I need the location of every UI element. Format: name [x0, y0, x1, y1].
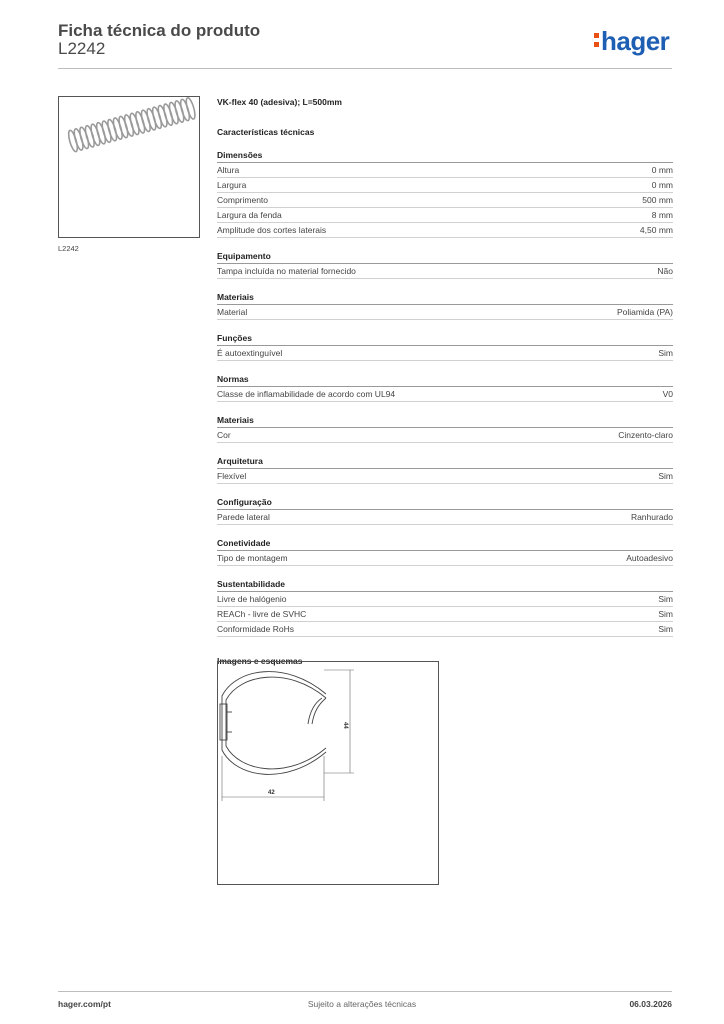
- spec-label: Classe de inflamabilidade de acordo com UL94: [217, 389, 396, 399]
- spec-row: [217, 193, 673, 208]
- spec-label: Cor: [217, 430, 231, 440]
- spec-section: [217, 251, 673, 279]
- product-image-caption: L2242: [58, 244, 79, 253]
- section-title: Configuração: [217, 497, 673, 510]
- spec-row: [217, 592, 673, 607]
- section-title: Conetividade: [217, 538, 673, 551]
- spec-value: 0 mm: [651, 180, 673, 190]
- spec-value: Sim: [658, 471, 673, 481]
- section-title: Materiais: [217, 415, 673, 428]
- spec-value: 0 mm: [651, 165, 673, 175]
- images-heading: Imagens e esquemas: [217, 656, 303, 666]
- coil-ring: [84, 125, 96, 148]
- spec-value: Sim: [658, 624, 673, 634]
- section-title: Materiais: [217, 292, 673, 305]
- spec-value: Sim: [658, 348, 673, 358]
- header-divider: [58, 68, 672, 69]
- footer-note: Sujeito a alterações técnicas: [307, 999, 417, 1009]
- dimension-height-label: 44: [342, 722, 348, 729]
- spec-section: [217, 497, 673, 525]
- spec-value: Cinzento-claro: [618, 430, 673, 440]
- coil-ring: [72, 128, 84, 151]
- coil-ring: [168, 102, 180, 125]
- spec-value: 8 mm: [651, 210, 673, 220]
- footer-website-link[interactable]: hager.com/pt: [58, 999, 111, 1009]
- section-title: Normas: [217, 374, 673, 387]
- logo-text: hager: [601, 26, 670, 56]
- coil-ring: [112, 117, 124, 140]
- product-name: VK-flex 40 (adesiva); L=500mm: [217, 97, 342, 107]
- spec-section: [217, 415, 673, 443]
- spec-value: V0: [662, 389, 673, 399]
- product-image: [58, 96, 200, 238]
- spec-label: Conformidade RoHs: [217, 624, 295, 634]
- spec-sections: [217, 150, 673, 637]
- coil-ring: [128, 112, 140, 135]
- coil-ring: [140, 109, 152, 132]
- coil-ring: [95, 122, 107, 145]
- section-title: Equipamento: [217, 251, 673, 264]
- spec-label: Altura: [217, 165, 240, 175]
- coil-ring: [89, 123, 101, 146]
- section-title: Funções: [217, 333, 673, 346]
- hager-logo[interactable]: [594, 26, 669, 57]
- spec-label: Largura da fenda: [217, 210, 282, 220]
- section-title: Arquitetura: [217, 456, 673, 469]
- technical-drawing: [217, 661, 439, 885]
- spec-row: [217, 223, 673, 238]
- spec-label: REACh - livre de SVHC: [217, 609, 307, 619]
- dimension-width-label: 42: [268, 790, 275, 796]
- spec-label: Livre de halógenio: [217, 594, 287, 604]
- spec-label: Parede lateral: [217, 512, 270, 522]
- coil-ring: [179, 99, 191, 122]
- spec-value: 4,50 mm: [639, 225, 673, 235]
- tech-heading: Características técnicas: [217, 127, 315, 137]
- coil-ring: [67, 130, 79, 153]
- spec-row: [217, 607, 673, 622]
- product-code: L2242: [58, 39, 106, 58]
- spec-section: [217, 150, 673, 238]
- spec-row: [217, 387, 673, 402]
- spec-label: Tipo de montagem: [217, 553, 288, 563]
- coil-ring: [145, 108, 157, 131]
- coil-ring: [173, 100, 185, 123]
- spec-value: Poliamida (PA): [616, 307, 673, 317]
- spec-section: [217, 333, 673, 361]
- spec-section: [217, 292, 673, 320]
- coil-ring: [151, 106, 163, 129]
- logo-dots-icon: [594, 33, 599, 51]
- spec-row: [217, 163, 673, 178]
- clip-drawing-icon: [218, 662, 438, 884]
- spec-value: Ranhurado: [630, 512, 673, 522]
- coil-ring: [106, 119, 118, 142]
- spec-row: [217, 622, 673, 637]
- document-title: Ficha técnica do produto: [58, 21, 261, 40]
- spec-row: [217, 264, 673, 279]
- spec-row: [217, 208, 673, 223]
- coil-ring: [123, 114, 135, 137]
- spec-row: [217, 469, 673, 484]
- coil-ring: [184, 97, 196, 120]
- spec-row: [217, 551, 673, 566]
- section-title: Sustentabilidade: [217, 579, 673, 592]
- footer-divider: [58, 991, 672, 992]
- section-title: Dimensões: [217, 150, 673, 163]
- spec-section: [217, 374, 673, 402]
- spec-row: [217, 305, 673, 320]
- spec-content: [217, 97, 673, 666]
- spec-label: Material: [217, 307, 248, 317]
- coil-ring: [78, 126, 90, 149]
- spec-section: [217, 538, 673, 566]
- spec-row: [217, 346, 673, 361]
- spec-row: [217, 510, 673, 525]
- spec-row: [217, 428, 673, 443]
- footer-date: 06.03.2026: [629, 999, 672, 1009]
- spec-label: Amplitude dos cortes laterais: [217, 225, 327, 235]
- spec-value: Não: [657, 266, 673, 276]
- spec-value: Autoadesivo: [626, 553, 673, 563]
- coil-ring: [117, 116, 129, 139]
- coil-ring: [100, 120, 112, 143]
- spec-row: [217, 178, 673, 193]
- spec-section: [217, 456, 673, 484]
- spec-label: Largura: [217, 180, 247, 190]
- spec-value: Sim: [658, 609, 673, 619]
- spec-value: 500 mm: [642, 195, 673, 205]
- coil-ring: [162, 103, 174, 126]
- spec-section: [217, 579, 673, 637]
- coil-ring: [156, 105, 168, 128]
- spec-value: Sim: [658, 594, 673, 604]
- spiral-conduit-icon: [59, 97, 199, 237]
- coil-ring: [134, 111, 146, 134]
- spec-label: Comprimento: [217, 195, 269, 205]
- spec-label: Tampa incluída no material fornecido: [217, 266, 356, 276]
- spec-label: Flexível: [217, 471, 247, 481]
- spec-label: É autoextinguível: [217, 348, 283, 358]
